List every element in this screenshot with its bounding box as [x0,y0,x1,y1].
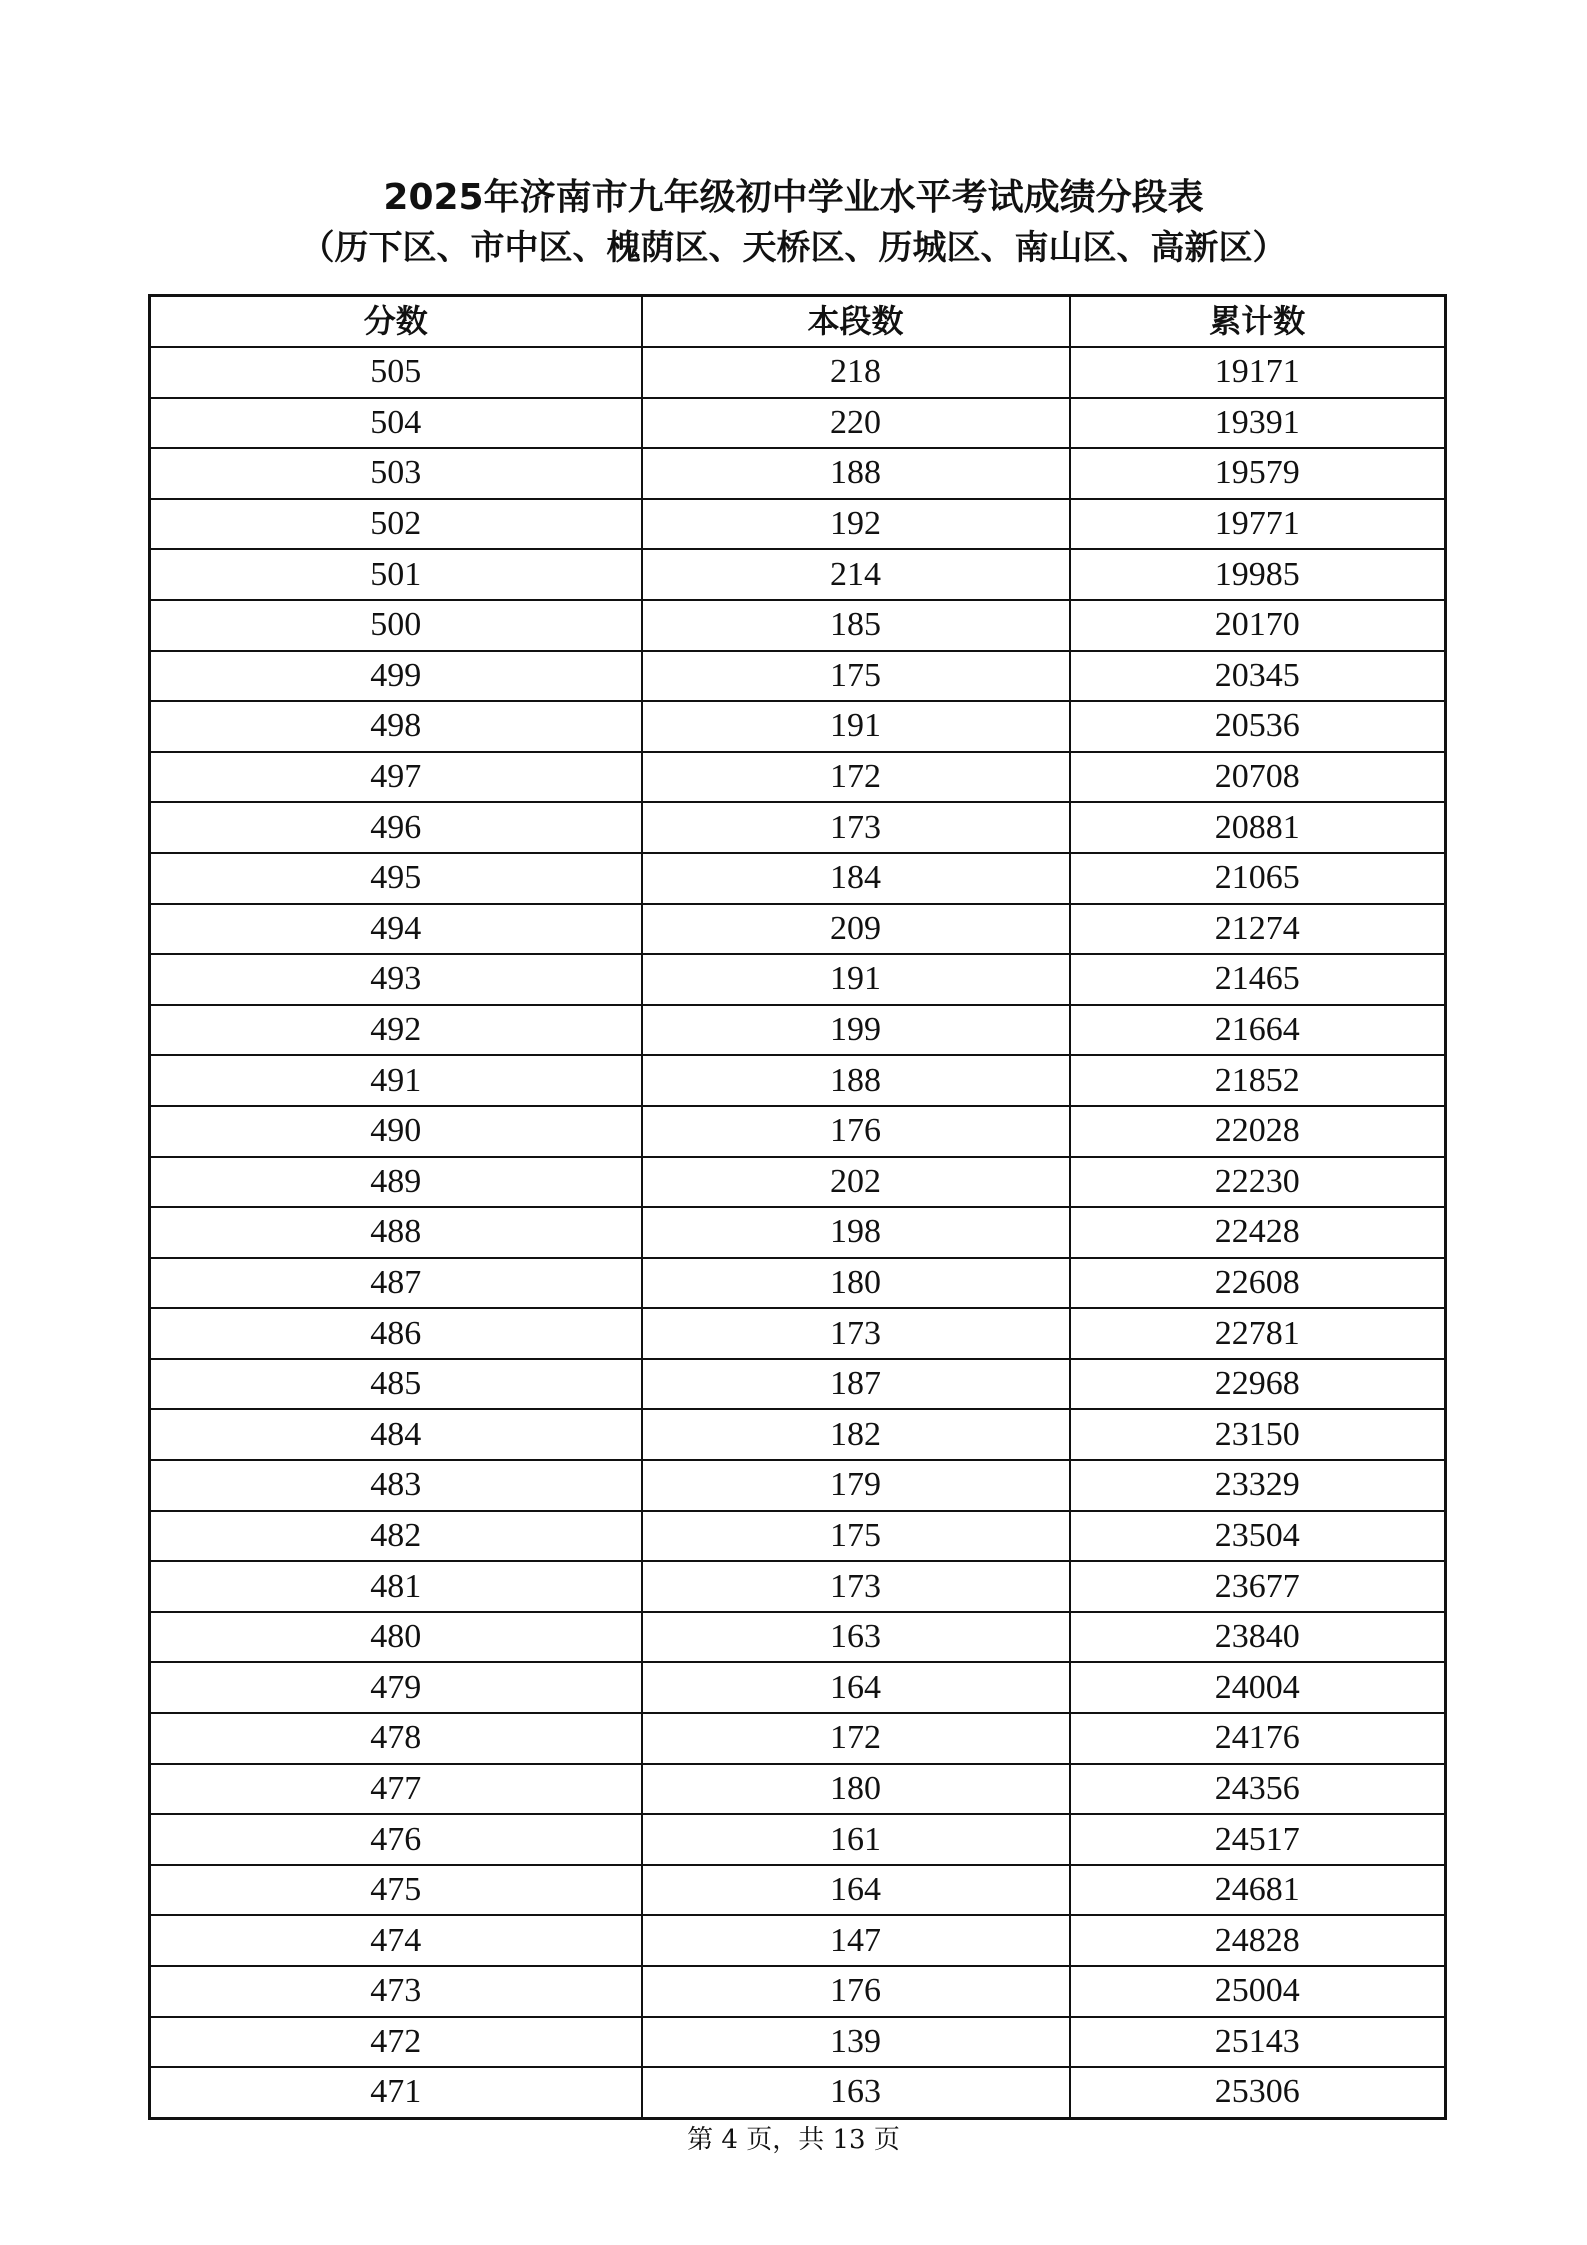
cell-score: 505 [150,347,642,398]
cell-segment-count: 187 [642,1359,1070,1410]
table-header-row [150,296,1446,348]
cell-cumulative-count: 22968 [1070,1359,1446,1410]
cell-score: 484 [150,1409,642,1460]
cell-cumulative-count: 23150 [1070,1409,1446,1460]
table-row [150,1005,1446,1056]
score-distribution-table [148,294,1447,2120]
cell-cumulative-count: 24517 [1070,1814,1446,1865]
cell-score: 495 [150,853,642,904]
table-row [150,1055,1446,1106]
table-row [150,1460,1446,1511]
table-row [150,1359,1446,1410]
cell-score: 501 [150,549,642,600]
cell-segment-count: 173 [642,1561,1070,1612]
cell-segment-count: 199 [642,1005,1070,1056]
cell-cumulative-count: 25143 [1070,2017,1446,2068]
cell-score: 471 [150,2067,642,2118]
cell-cumulative-count: 24176 [1070,1713,1446,1764]
cell-segment-count: 179 [642,1460,1070,1511]
cell-segment-count: 173 [642,802,1070,853]
cell-score: 487 [150,1258,642,1309]
table-row [150,2067,1446,2118]
cell-cumulative-count: 24004 [1070,1662,1446,1713]
cell-score: 497 [150,752,642,803]
cell-segment-count: 147 [642,1915,1070,1966]
cell-cumulative-count: 24681 [1070,1865,1446,1916]
cell-cumulative-count: 25306 [1070,2067,1446,2118]
cell-score: 498 [150,701,642,752]
table-row [150,549,1446,600]
cell-cumulative-count: 23504 [1070,1511,1446,1562]
cell-score: 494 [150,904,642,955]
cell-segment-count: 220 [642,398,1070,449]
cell-segment-count: 164 [642,1662,1070,1713]
cell-cumulative-count: 22781 [1070,1308,1446,1359]
cell-score: 486 [150,1308,642,1359]
cell-cumulative-count: 22608 [1070,1258,1446,1309]
cell-cumulative-count: 21852 [1070,1055,1446,1106]
cell-cumulative-count: 21065 [1070,853,1446,904]
cell-segment-count: 182 [642,1409,1070,1460]
cell-cumulative-count: 21274 [1070,904,1446,955]
cell-score: 473 [150,1966,642,2017]
cell-cumulative-count: 25004 [1070,1966,1446,2017]
cell-cumulative-count: 22428 [1070,1207,1446,1258]
cell-score: 504 [150,398,642,449]
cell-cumulative-count: 24828 [1070,1915,1446,1966]
cell-score: 490 [150,1106,642,1157]
table-row [150,1915,1446,1966]
table-row [150,2017,1446,2068]
table-row [150,1308,1446,1359]
table-row [150,1258,1446,1309]
table-row [150,1207,1446,1258]
cell-cumulative-count: 23329 [1070,1460,1446,1511]
table-row [150,752,1446,803]
cell-cumulative-count: 19771 [1070,499,1446,550]
cell-score: 502 [150,499,642,550]
table-row [150,904,1446,955]
cell-score: 500 [150,600,642,651]
table-row [150,600,1446,651]
table-row [150,347,1446,398]
cell-cumulative-count: 19579 [1070,448,1446,499]
cell-score: 475 [150,1865,642,1916]
cell-segment-count: 175 [642,651,1070,702]
cell-segment-count: 164 [642,1865,1070,1916]
cell-segment-count: 191 [642,954,1070,1005]
table-row [150,1106,1446,1157]
table-row [150,499,1446,550]
cell-score: 472 [150,2017,642,2068]
cell-segment-count: 185 [642,600,1070,651]
cell-segment-count: 202 [642,1157,1070,1208]
cell-segment-count: 218 [642,347,1070,398]
cell-cumulative-count: 19985 [1070,549,1446,600]
page-number: 第 4 页，共 13 页 [687,2125,900,2155]
cell-score: 489 [150,1157,642,1208]
table-row [150,1409,1446,1460]
cell-cumulative-count: 22230 [1070,1157,1446,1208]
cell-segment-count: 192 [642,499,1070,550]
table-row [150,1511,1446,1562]
header-score: 分数 [150,296,642,348]
cell-segment-count: 198 [642,1207,1070,1258]
cell-score: 488 [150,1207,642,1258]
cell-segment-count: 188 [642,448,1070,499]
cell-cumulative-count: 20536 [1070,701,1446,752]
cell-cumulative-count: 21664 [1070,1005,1446,1056]
cell-segment-count: 191 [642,701,1070,752]
cell-segment-count: 172 [642,752,1070,803]
table-body [150,347,1446,2118]
cell-cumulative-count: 19171 [1070,347,1446,398]
cell-cumulative-count: 22028 [1070,1106,1446,1157]
cell-score: 474 [150,1915,642,1966]
cell-score: 492 [150,1005,642,1056]
table-row [150,802,1446,853]
table-row [150,954,1446,1005]
table-row [150,1814,1446,1865]
cell-cumulative-count: 20170 [1070,600,1446,651]
table-row [150,1764,1446,1815]
cell-segment-count: 176 [642,1106,1070,1157]
cell-segment-count: 180 [642,1764,1070,1815]
table-row [150,1662,1446,1713]
table-row [150,701,1446,752]
cell-segment-count: 172 [642,1713,1070,1764]
header-cumulative-count: 累计数 [1070,296,1446,348]
cell-segment-count: 163 [642,1612,1070,1663]
cell-cumulative-count: 23677 [1070,1561,1446,1612]
table-row [150,398,1446,449]
cell-score: 481 [150,1561,642,1612]
cell-segment-count: 188 [642,1055,1070,1106]
cell-score: 480 [150,1612,642,1663]
table-row [150,1713,1446,1764]
cell-score: 491 [150,1055,642,1106]
header-segment-count: 本段数 [642,296,1070,348]
cell-score: 477 [150,1764,642,1815]
cell-cumulative-count: 23840 [1070,1612,1446,1663]
table-row [150,1157,1446,1208]
cell-segment-count: 139 [642,2017,1070,2068]
cell-cumulative-count: 24356 [1070,1764,1446,1815]
table-row [150,1612,1446,1663]
table-row [150,448,1446,499]
table-row [150,853,1446,904]
cell-score: 503 [150,448,642,499]
cell-score: 493 [150,954,642,1005]
cell-score: 478 [150,1713,642,1764]
cell-segment-count: 214 [642,549,1070,600]
table-row [150,651,1446,702]
cell-cumulative-count: 20708 [1070,752,1446,803]
document-subtitle: （历下区、市中区、槐荫区、天桥区、历城区、南山区、高新区） [300,228,1287,268]
cell-segment-count: 209 [642,904,1070,955]
cell-score: 496 [150,802,642,853]
cell-cumulative-count: 19391 [1070,398,1446,449]
cell-cumulative-count: 20345 [1070,651,1446,702]
cell-cumulative-count: 21465 [1070,954,1446,1005]
cell-segment-count: 175 [642,1511,1070,1562]
cell-score: 479 [150,1662,642,1713]
cell-score: 476 [150,1814,642,1865]
table-row [150,1865,1446,1916]
cell-segment-count: 180 [642,1258,1070,1309]
cell-segment-count: 184 [642,853,1070,904]
cell-cumulative-count: 20881 [1070,802,1446,853]
cell-score: 485 [150,1359,642,1410]
table-row [150,1966,1446,2017]
cell-segment-count: 173 [642,1308,1070,1359]
cell-segment-count: 176 [642,1966,1070,2017]
table-row [150,1561,1446,1612]
cell-score: 499 [150,651,642,702]
cell-segment-count: 163 [642,2067,1070,2118]
cell-score: 482 [150,1511,642,1562]
cell-score: 483 [150,1460,642,1511]
cell-segment-count: 161 [642,1814,1070,1865]
document-title: 2025年济南市九年级初中学业水平考试成绩分段表 [383,177,1204,218]
